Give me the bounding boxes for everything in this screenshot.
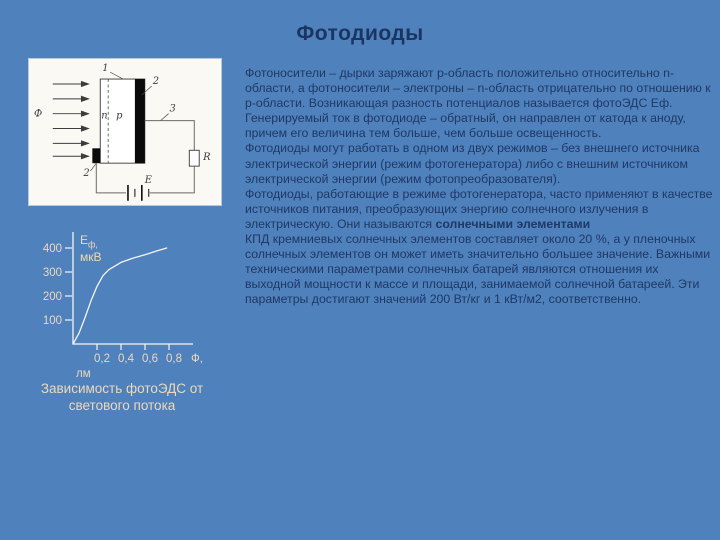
x-axis-unit: лм (76, 368, 91, 380)
body-text (245, 66, 713, 308)
p-region-label: p (116, 110, 123, 122)
paragraph-1: Фотоносители – дырки заряжают p-область положительно относительно n-области, а фотоносители – электроны – n-область отрицательно по отношению к p-области. Возникающая разность потенциалов называется фотоЭДС Еф. Генерируемый ток в фотодиоде – обратный, он направлен от катода к аноду, причем его величина тем больше, чем больше освещенность. (245, 66, 711, 141)
y-tick-label: 100 (42, 315, 62, 327)
y-tick-label: 400 (42, 243, 62, 255)
bold-term: солнечными элементами (435, 216, 591, 231)
x-tick-label: 0,6 (142, 353, 158, 365)
y-tick-label: 200 (42, 291, 62, 303)
paragraph-3: Фотодиоды, работающие в режиме фотогенератора, часто применяют в качестве источников питания, преобразующих энергию солнечного излучения в электрическую. Они называются солнечными элементами (245, 186, 713, 231)
x-axis-label: Ф, (191, 353, 203, 365)
light-flux-arrows (53, 82, 89, 159)
battery (128, 185, 149, 201)
x-tick-label: 0,2 (94, 353, 110, 365)
label-3: 3 (169, 103, 176, 115)
electrode-bottom (92, 148, 100, 163)
slide-title: Фотодиоды (296, 22, 424, 45)
electrode-right (135, 79, 145, 163)
paragraph-4: КПД кремниевых солнечных элементов составляет около 20 %, а у пленочных солнечных элементов он может иметь значительно большее значение. Важными техническими параметрами солнечных батарей являются отношения их выходной мощности к массе и площади, занимаемой солнечной батареей. Эти параметры достигают значений 200 Вт/кг и 1 кВт/м2, соответственно. (245, 232, 711, 307)
resistor-label: R (203, 152, 211, 164)
wire-top (145, 121, 194, 151)
resistor (189, 150, 199, 166)
photo-emf-graph (28, 226, 228, 382)
battery-label: Е (144, 174, 153, 186)
photodiode-circuit-figure (28, 58, 222, 206)
x-tick-label: 0,8 (166, 353, 182, 365)
label-1: 1 (102, 63, 109, 75)
graph-canvas (28, 226, 228, 382)
x-tick-label: 0,4 (118, 353, 134, 365)
y-tick-label: 300 (42, 267, 62, 279)
flux-label: Ф (33, 108, 43, 120)
label-2-bottom: 2 (83, 168, 90, 180)
wire-left (96, 163, 126, 193)
graph-caption: Зависимость фотоЭДС от светового потока (40, 381, 204, 413)
label-2-top: 2 (152, 76, 160, 87)
paragraph-2: Фотодиоды могут работать в одном из двух режимов – без внешнего источника электрической энергии (режим фотогенератора) либо с внешним источником электрической энергии (режим фотопреобразователя). (245, 141, 700, 186)
circuit-diagram (29, 59, 221, 205)
graph-ylabel: $Е_{ф,}$ мкВ (80, 233, 102, 265)
n-region-label: n (101, 110, 108, 122)
wire-right (150, 166, 195, 193)
